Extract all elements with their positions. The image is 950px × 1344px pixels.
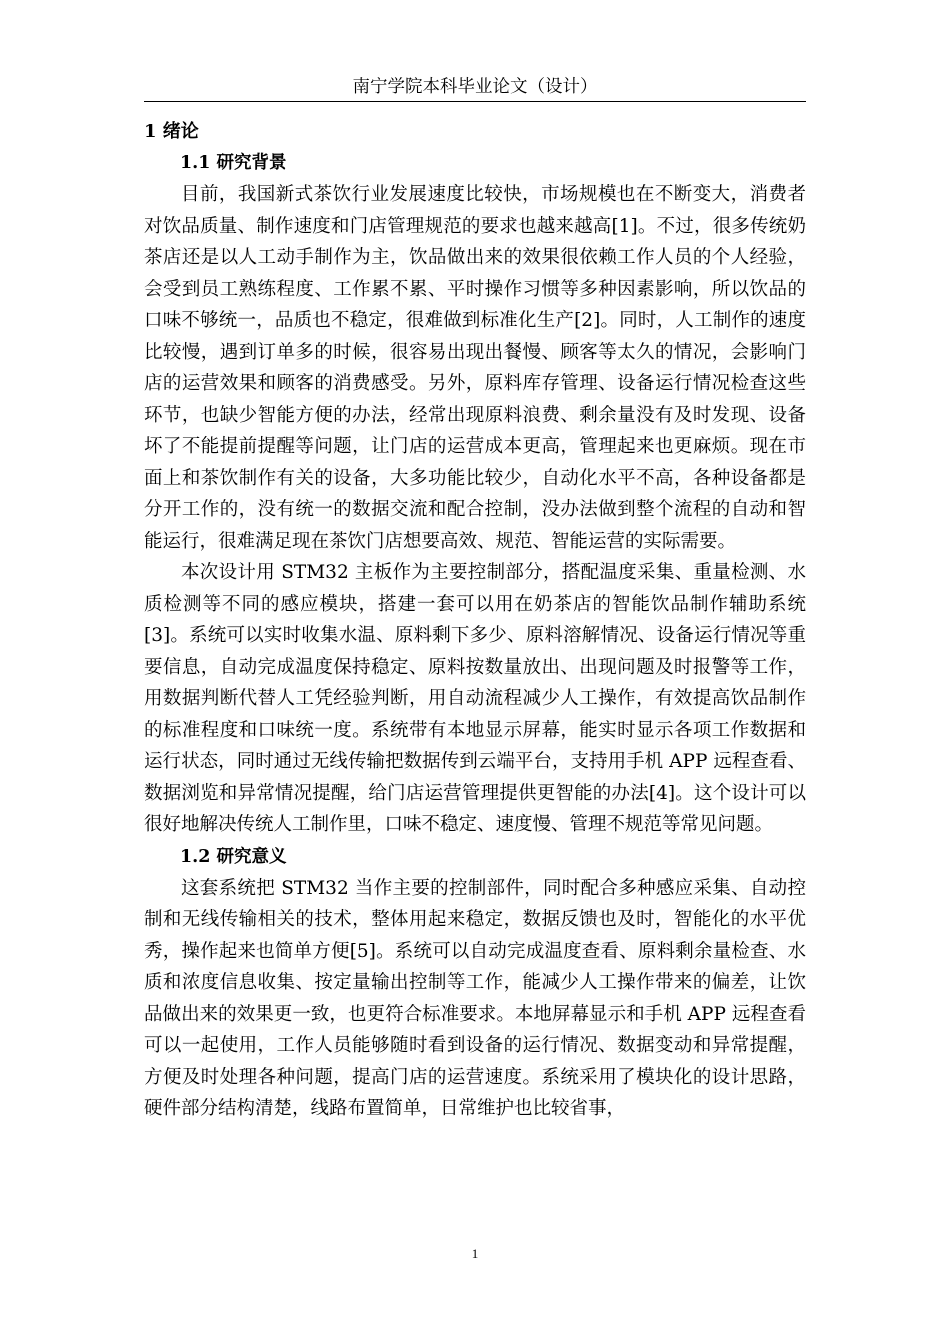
section-1-title: 1 绪论 [144, 121, 199, 142]
page-content [144, 117, 806, 1125]
page-header: 南宁学院本科毕业论文（设计） [352, 77, 598, 97]
paragraph-design: 本次设计用 STM32 主板作为主要控制部分，搭配温度采集、重量检测、水质检测等不同的感应模块，搭建一套可以用在奶茶店的智能饮品制作辅助系统[3]。系统可以实时收集水温、原料剩下多少、原料溶解情况、设备运行情况等重要信息，自动完成温度保持稳定、原料按数量放出、出现问题及时报警等工作，用数据判断代替人工凭经验判断，用自动流程减少人工操作，有效提高饮品制作的标准程度和口味统一度。系统带有本地显示屏幕，能实时显示各项工作数据和运行状态，同时通过无线传输把数据传到云端平台，支持用手机 APP 远程查看、数据浏览和异常情况提醒，给门店运营管理提供更智能的办法[4]。这个设计可以很好地解决传统人工制作里，口味不稳定、速度慢、管理不规范等常见问题。 [144, 562, 806, 835]
section-1-2-title: 1.2 研究意义 [180, 846, 287, 867]
paragraph-background: 目前，我国新式茶饮行业发展速度比较快，市场规模也在不断变大，消费者对饮品质量、制作速度和门店管理规范的要求也越来越高[1]。不过，很多传统奶茶店还是以人工动手制作为主，饮品做出来的效果很依赖工作人员的个人经验，会受到员工熟练程度、工作累不累、平时操作习惯等多种因素影响，所以饮品的口味不够统一，品质也不稳定，很难做到标准化生产[2]。同时，人工制作的速度比较慢，遇到订单多的时候，很容易出现出餐慢、顾客等太久的情况，会影响门店的运营效果和顾客的消费感受。另外，原料库存管理、设备运行情况检查这些环节，也缺少智能方便的办法，经常出现原料浪费、剩余量没有及时发现、设备坏了不能提前提醒等问题，让门店的运营成本更高，管理起来也更麻烦。现在市面上和茶饮制作有关的设备，大多功能比较少，自动化水平不高，各种设备都是分开工作的，没有统一的数据交流和配合控制，没办法做到整个流程的自动和智能运行，很难满足现在茶饮门店想要高效、规范、智能运营的实际需要。 [144, 184, 806, 552]
page-number: 1 [471, 1246, 479, 1261]
section-1-1-title: 1.1 研究背景 [180, 153, 287, 173]
paragraph-significance: 这套系统把 STM32 当作主要的控制部件，同时配合多种感应采集、自动控制和无线传输相关的技术，整体用起来稳定，数据反馈也及时，智能化的水平优秀，操作起来也简单方便[5]。系统可以自动完成温度查看、原料剩余量检查、水质和浓度信息收集、按定量输出控制等工作，能减少人工操作带来的偏差，让饮品做出来的效果更一致，也更符合标准要求。本地屏幕显示和手机 APP 远程查看可以一起使用，工作人员能够随时看到设备的运行情况、数据变动和异常提醒，方便及时处理各种问题，提高门店的运营速度。系统采用了模块化的设计思路，硬件部分结构清楚，线路布置简单，日常维护也比较省事， [144, 877, 806, 1119]
header-rule [144, 101, 806, 102]
